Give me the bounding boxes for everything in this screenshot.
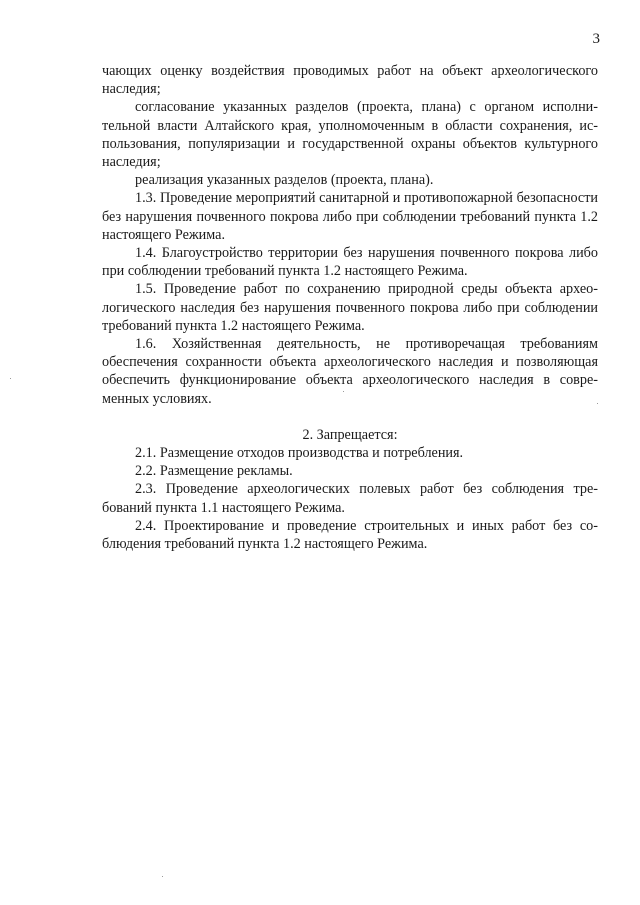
scan-speck [597, 403, 598, 404]
scan-speck [10, 378, 11, 379]
clause-1-6: 1.6. Хозяйственная деятельность, не противоречащая требованиям обеспечения сохранности объекта археологического наследия и позволяющая обеспечить функционирование объекта археологического наследия в современных условиях. [102, 336, 598, 407]
scan-speck [343, 391, 344, 392]
clause-2-3: 2.3. Проведение археологических полевых работ без соблюдения требований пункта 1.1 настоящего Режима. [102, 481, 598, 516]
clause-2-4: 2.4. Проектирование и проведение строительных и иных работ без соблюдения требований пункта 1.2 настоящего Режима. [102, 517, 598, 553]
clause-2-1: 2.1. Размещение отходов производства и потребления. [135, 445, 464, 462]
clause-1-3: 1.3. Проведение мероприятий санитарной и противопожарной безопасности без нарушения почвенного покрова либо при соблюдении требований пункта 1.2 настоящего Режима. [102, 190, 598, 243]
paragraph-continuation: чающих оценку воздействия проводимых работ на объект археологического наследия; [102, 63, 598, 98]
paragraph-implementation: реализация указанных разделов (проекта, плана). [135, 172, 434, 189]
section-2-heading: 2. Запрещается: [302, 426, 398, 443]
paragraph-approval: согласование указанных разделов (проекта, плана) с органом исполнительной власти Алтайского края, уполномоченным в области сохранения, использования, популяризации и государственной охраны объектов культурного наследия; [102, 99, 598, 171]
clause-2-2: 2.2. Размещение рекламы. [135, 463, 293, 480]
page-number: 3 [592, 31, 600, 47]
clause-1-4: 1.4. Благоустройство территории без нарушения почвенного покрова либо при соблюдении требований пункта 1.2 настоящего Режима. [102, 245, 598, 280]
document-body [102, 62, 598, 553]
clause-1-5: 1.5. Проведение работ по сохранению природной среды объекта археологического наследия без нарушения почвенного покрова либо при соблюдении требований пункта 1.2 настоящего Режима. [102, 281, 598, 334]
scan-speck [162, 876, 163, 877]
